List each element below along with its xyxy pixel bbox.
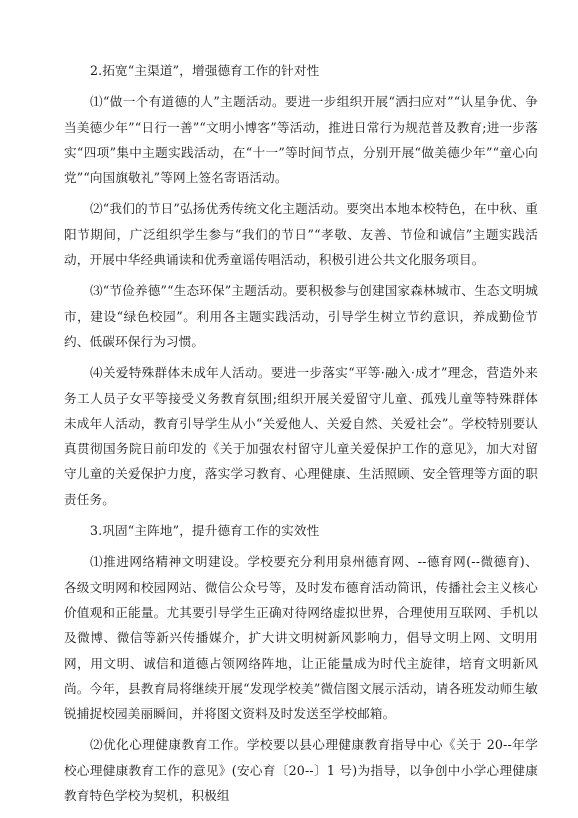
paragraph-special-groups-activity: ⑷关爱特殊群体未成年人活动。要进一步落实“平等·融入·成才”理念，营造外来务工人员子女平等接受义务教育氛围;组织开展关爱留守儿童、孤残儿童等特殊群体未成年人活动，教育引导学生从小“关爱他人、关爱自然、关爱社会”。学校特别要认真贯彻国务院日前印发的《关于加强农村留守儿童关爱保护工作的意见》，加大对留守儿童的关爱保护力度，落实学习教育、心理健康、生活照顾、安全管理等方面的职责任务。	[64, 365, 538, 507]
document-body	[64, 58, 538, 814]
paragraph-mental-health-education: ⑵优化心理健康教育工作。学校要以县心理健康教育指导中心《关于 20--年学校心理健康教育工作的意见》(安心育〔20--〕1 号)为指导，以争创中小学心理健康教育特色学校为契机，积极组	[64, 737, 538, 804]
section-3-heading: 3.巩固“主阵地”，提升德育工作的实效性	[90, 523, 320, 539]
paragraph-thrift-ecology-activity: ⑶“节俭养德”“生态环保”主题活动。要积极参与创建国家森林城市、生态文明城市，建设“绿色校园”。利用各主题实践活动，引导学生树立节约意识，养成勤俭节约、低碳环保行为习惯。	[64, 283, 538, 349]
paragraph-network-civilization: ⑴推进网络精神文明建设。学校要充分利用泉州德育网、--德育网(--微德育)、各级文明网和校园网站、微信公众号等，及时发布德育活动简讯，传播社会主义核心价值观和正能量。尤其要引导学生正确对待网络虚拟世界，合理使用互联网、手机以及微博、微信等新兴传播媒介，扩大讲文明树新风影响力，倡导文明上网、文明用网，用文明、诚信和道德占领网络阵地，让正能量成为时代主旋律，培育文明新风尚。今年，县教育局将继续开展“发现学校美”微信图文展示活动，请各班发动师生敏锐捕捉校园美丽瞬间，并将图文资料及时发送至学校邮箱。	[64, 554, 538, 722]
paragraph-our-festivals-activity: ⑵“我们的节日”弘扬优秀传统文化主题活动。要突出本地本校特色，在中秋、重阳节期间，广泛组织学生参与“我们的节日”“孝敬、友善、节俭和诚信”主题实践活动，开展中华经典诵读和优秀童谣传唱活动，积极引进公共文化服务项目。	[64, 201, 538, 268]
section-2-heading: 2.拓宽“主渠道”，增强德育工作的针对性	[90, 63, 320, 78]
paragraph-moral-person-activity: ⑴“做一个有道德的人”主题活动。要进一步组织开展“洒扫应对”“认星争优、争当美德少年”“日行一善”“文明小博客”等活动，推进日常行为规范普及教育;进一步落实“四项”集中主题实践活动，在“十一”等时间节点，分别开展“做美德少年”“童心向党”“向国旗敬礼”等网上签名寄语活动。	[64, 94, 538, 186]
